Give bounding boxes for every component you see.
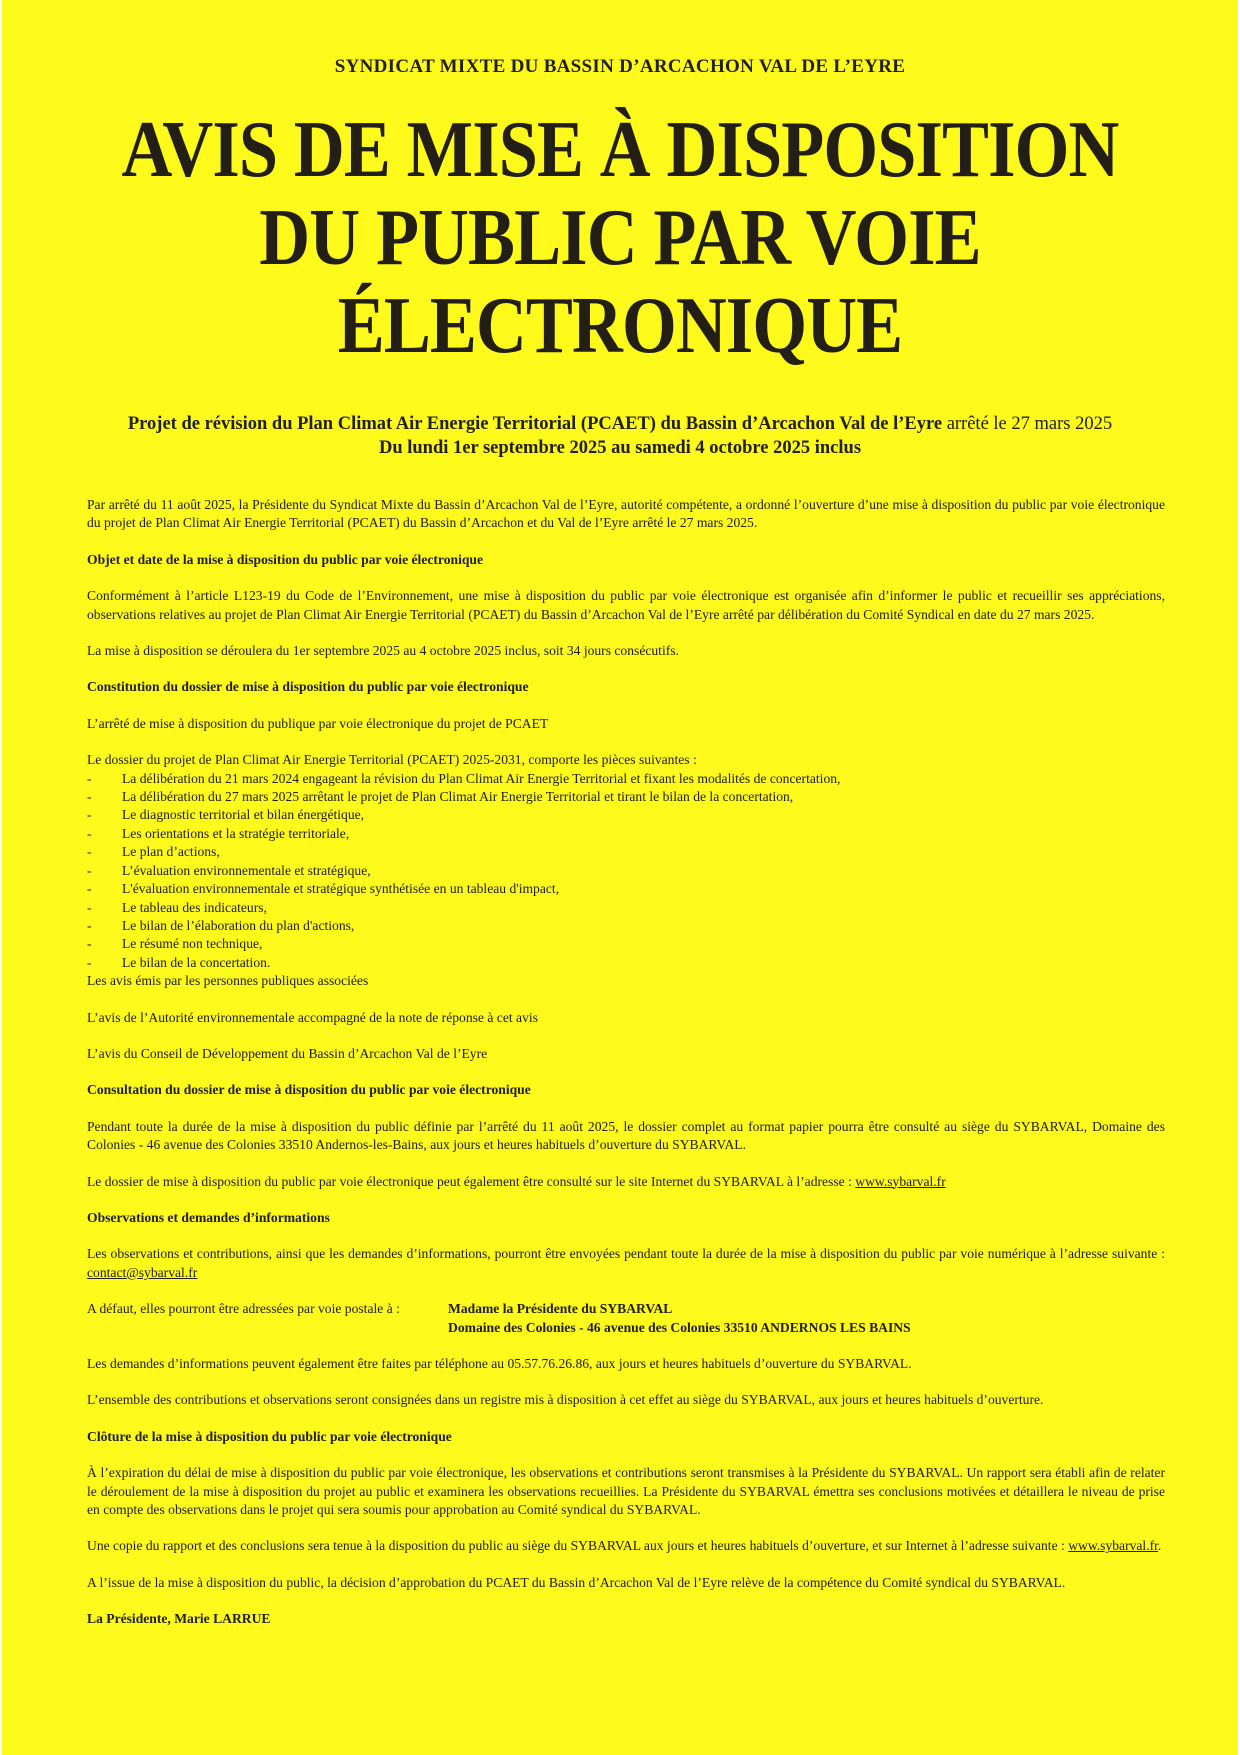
consultation-paragraph-2 — [87, 1173, 1165, 1191]
organization-name: SYNDICAT MIXTE DU BASSIN D’ARCACHON VAL DE L’EYRE — [334, 56, 906, 77]
subtitle-date: arrêté le 27 mars 2025 — [942, 414, 1113, 434]
constitution-paragraph-4: L’avis de l’Autorité environnementale accompagné de la note de réponse à cet avis — [87, 1009, 538, 1025]
objet-paragraph-2: La mise à disposition se déroulera du 1er septembre 2025 au 4 octobre 2025 inclus, soit 34 jours consécutifs. — [87, 643, 679, 659]
list-item: - La délibération du 21 mars 2024 engageant la révision du Plan Climat Air Energie Territorial et fixant les modalités de concertation, — [87, 770, 1165, 788]
constitution-paragraph-5: L’avis du Conseil de Développement du Bassin d’Arcachon Val de l’Eyre — [87, 1045, 488, 1061]
consultation-text: Le dossier de mise à disposition du public par voie électronique peut également être consulté sur le site Internet du SYBARVAL à l’adresse : — [87, 1173, 856, 1189]
postal-label: A défaut, elles pourront être adressées par voie postale à : — [87, 1301, 400, 1317]
list-item: - Le résumé non technique, — [87, 935, 1165, 953]
website-link-2[interactable]: www.sybarval.fr — [1068, 1538, 1158, 1554]
email-link[interactable]: contact@sybarval.fr — [87, 1264, 198, 1280]
notice-body — [87, 496, 1165, 1629]
observations-text: Les observations et contributions, ainsi que les demandes d’informations, pourront être envoyées pendant toute la durée de la mise à disposition du public par voie numérique à l’adresse suivante : — [87, 1246, 1165, 1262]
title-line-2: DU PUBLIC PAR VOIE — [259, 194, 981, 282]
cloture-paragraph-2 — [87, 1537, 1165, 1555]
subtitle-bold: Projet de révision du Plan Climat Air Energie Territorial (PCAET) du Bassin d’Arcachon Val de l’Eyre — [127, 414, 943, 434]
dossier-items-list — [87, 770, 1165, 972]
project-subtitle — [2, 412, 1238, 460]
notice-page — [2, 0, 1238, 1755]
postal-address-block — [87, 1300, 1165, 1337]
observations-paragraph-1 — [87, 1245, 1165, 1282]
list-item: - Le bilan de la concertation. — [87, 954, 1165, 972]
cloture-text: Une copie du rapport et des conclusions sera tenue à la disposition du public au siège du SYBARVAL aux jours et heures habituels d’ouverture, et sur Internet à l’adresse suivante : — [87, 1538, 1069, 1554]
title-line-1: AVIS DE MISE À DISPOSITION — [121, 106, 1119, 194]
list-item: - L'évaluation environnementale et stratégique synthétisée en un tableau d'impact, — [87, 880, 1165, 898]
list-item: - Le plan d’actions, — [87, 843, 1165, 861]
cloture-text-end: . — [1157, 1538, 1162, 1554]
heading-consultation: Consultation du dossier de mise à disposition du public par voie électronique — [87, 1082, 531, 1098]
constitution-paragraph-2: Le dossier du projet de Plan Climat Air Energie Territorial (PCAET) 2025-2031, comporte les pièces suivantes : — [87, 752, 697, 768]
title-line-3: ÉLECTRONIQUE — [337, 282, 903, 370]
heading-observations: Observations et demandes d’informations — [87, 1209, 330, 1225]
notice-title — [2, 106, 1238, 370]
constitution-paragraph-3: Les avis émis par les personnes publiques associées — [87, 973, 369, 989]
signature: La Présidente, Marie LARRUE — [87, 1611, 271, 1627]
cloture-paragraph-3: A l’issue de la mise à disposition du public, la décision d’approbation du PCAET du Bassin d’Arcachon Val de l’Eyre relève de la compétence du Comité syndical du SYBARVAL. — [87, 1574, 1066, 1590]
heading-cloture: Clôture de la mise à disposition du public par voie électronique — [87, 1428, 452, 1444]
postal-address-line-2: Domaine des Colonies - 46 avenue des Colonies 33510 ANDERNOS LES BAINS — [448, 1319, 911, 1335]
objet-paragraph-1: Conformément à l’article L123-19 du Code de l’Environnement, une mise à disposition du public par voie électronique est organisée afin d’informer le public et recueillir ses appréciations, observations relatives au projet de Plan Climat Air Energie Territorial (PCAET) du Bassin d’Arcachon Val de l’Eyre arrêté par délibération du Comité Syndical en date du 27 mars 2025. — [87, 588, 1165, 622]
list-item: - L’évaluation environnementale et stratégique, — [87, 862, 1165, 880]
list-item: - La délibération du 27 mars 2025 arrêtant le projet de Plan Climat Air Energie Territorial et tirant le bilan de la concertation, — [87, 788, 1165, 806]
postal-address-line-1: Madame la Présidente du SYBARVAL — [448, 1301, 673, 1317]
observations-paragraph-2: Les demandes d’informations peuvent également être faites par téléphone au 05.57.76.26.86, aux jours et heures habituels d’ouverture du SYBARVAL. — [87, 1356, 912, 1371]
cloture-paragraph-1: À l’expiration du délai de mise à disposition du public par voie électronique, les observations et contributions seront transmises à la Présidente du SYBARVAL. Un rapport sera établi afin de relater le déroulement de la mise à disposition du projet au public et examinera les observations recueillies. La Présidente du SYBARVAL émettra ses conclusions motivées et détaillera le niveau de prise en compte des observations dans le projet qui sera soumis pour approbation au Comité syndical du SYBARVAL. — [87, 1465, 1165, 1518]
constitution-paragraph-1: L’arrêté de mise à disposition du publique par voie électronique du projet de PCAET — [87, 715, 549, 731]
heading-constitution: Constitution du dossier de mise à disposition du public par voie électronique — [87, 679, 529, 695]
list-item: - Les orientations et la stratégie territoriale, — [87, 825, 1165, 843]
list-item: - Le tableau des indicateurs, — [87, 899, 1165, 917]
list-item: - Le diagnostic territorial et bilan énergétique, — [87, 806, 1165, 824]
period-dates: Du lundi 1er septembre 2025 au samedi 4 octobre 2025 inclus — [378, 438, 862, 458]
heading-objet: Objet et date de la mise à disposition du public par voie électronique — [87, 551, 483, 567]
website-link[interactable]: www.sybarval.fr — [855, 1173, 946, 1189]
consultation-paragraph-1: Pendant toute la durée de la mise à disposition du public définie par l’arrêté du 11 août 2025, le dossier complet au format papier pourra être consulté au siège du SYBARVAL, Domaine des Colonies - 46 avenue des Colonies 33510 Andernos-les-Bains, aux jours et heures habituels d’ouverture du SYBARVAL. — [87, 1118, 1165, 1153]
list-item: - Le bilan de l’élaboration du plan d'actions, — [87, 917, 1165, 935]
intro-paragraph: Par arrêté du 11 août 2025, la Présidente du Syndicat Mixte du Bassin d’Arcachon Val de l’Eyre, autorité compétente, a ordonné l’ouverture d’une mise à disposition du public par voie électronique du projet de Plan Climat Air Energie Territorial (PCAET) du Bassin d’Arcachon et du Val de l’Eyre arrêté le 27 mars 2025. — [87, 497, 1165, 531]
observations-paragraph-3: L’ensemble des contributions et observations seront consignées dans un registre mis à disposition à cet effet au siège du SYBARVAL, aux jours et heures habituels d’ouverture. — [87, 1392, 1044, 1408]
postal-address — [448, 1300, 911, 1337]
